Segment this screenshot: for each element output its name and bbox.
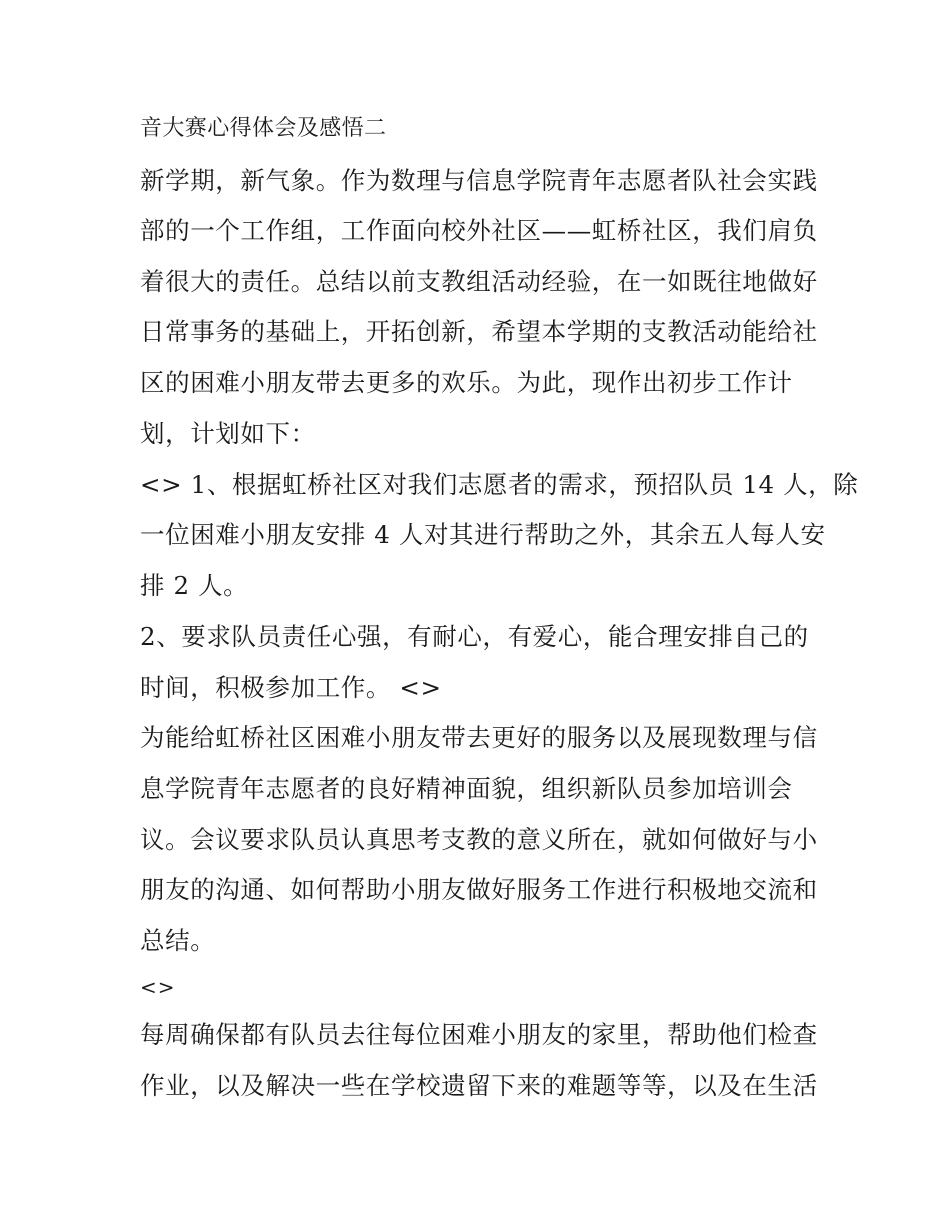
paragraph-line: <> 1、根据虹桥社区对我们志愿者的需求，预招队员 14 人，除 — [140, 470, 859, 499]
paragraph-line: 总结。 — [140, 926, 216, 955]
paragraph-line: 着很大的责任。总结以前支教组活动经验，在一如既往地做好 — [140, 267, 818, 296]
paragraph-line: 每周确保都有队员去往每位困难小朋友的家里，帮助他们检查 — [140, 1020, 818, 1049]
document-title: 音大赛心得体会及感悟二 — [140, 116, 387, 141]
paragraph-line: 新学期，新气象。作为数理与信息学院青年志愿者队社会实践 — [140, 166, 818, 195]
paragraph-line: 排 2 人。 — [140, 571, 249, 600]
paragraph-line: 息学院青年志愿者的良好精神面貌，组织新队员参加培训会 — [140, 774, 793, 803]
paragraph-line: 划，计划如下： — [140, 419, 316, 448]
paragraph-line: 为能给虹桥社区困难小朋友带去更好的服务以及展现数理与信 — [140, 723, 818, 752]
paragraph-line: 部的一个工作组，工作面向校外社区——虹桥社区，我们肩负 — [140, 216, 818, 245]
paragraph-line: 朋友的沟通、如何帮助小朋友做好服务工作进行积极地交流和 — [140, 875, 818, 904]
paragraph-line: 一位困难小朋友安排 4 人对其进行帮助之外，其余五人每人安 — [140, 520, 826, 549]
paragraph-line: 时间，积极参加工作。 <> — [140, 673, 442, 702]
paragraph-line: 作业，以及解决一些在学校遗留下来的难题等等，以及在生活 — [140, 1071, 818, 1100]
paragraph-line: <> — [140, 975, 176, 999]
paragraph-line: 区的困难小朋友带去更多的欢乐。为此，现作出初步工作计 — [140, 368, 793, 397]
paragraph-line: 议。会议要求队员认真思考支教的意义所在，就如何做好与小 — [140, 825, 818, 854]
paragraph-line: 日常事务的基础上，开拓创新，希望本学期的支教活动能给社 — [140, 317, 818, 346]
paragraph-line: 2、要求队员责任心强，有耐心，有爱心，能合理安排自己的 — [140, 622, 809, 651]
